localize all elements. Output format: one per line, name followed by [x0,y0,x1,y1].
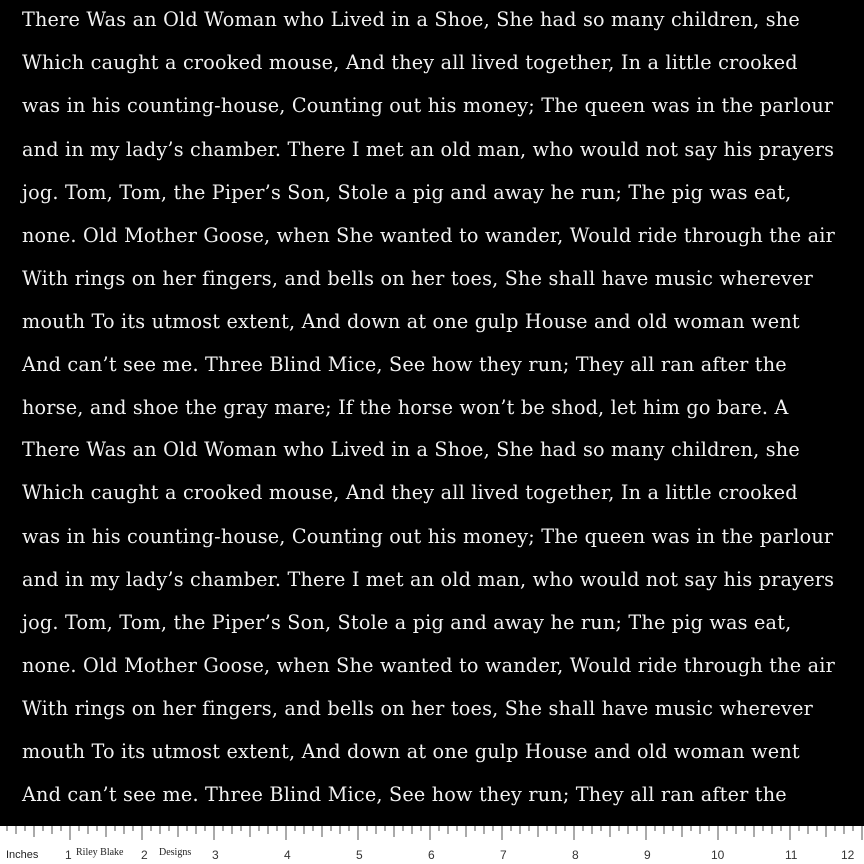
ruler-number: 5 [356,848,363,862]
ruler-number: 7 [500,848,507,862]
text-line: jog. Tom, Tom, the Piper’s Son, Stole a pig and away he run; The pig was eat, [22,181,792,204]
ruler-brand-name: Riley Blake [76,847,124,858]
text-line: mouth To its utmost extent, And down at one gulp House and old woman went [22,310,800,333]
text-line: and in my lady’s chamber. There I met an old man, who would not say his prayers [22,568,835,591]
text-line: none. Old Mother Goose, when She wanted to wander, Would ride through the air [22,224,835,247]
ruler-number: 12 [841,848,855,862]
ruler-number: 8 [572,848,579,862]
text-line: horse, and shoe the gray mare; If the horse won’t be shod, let him go bare. A [22,396,789,419]
text-line: none. Old Mother Goose, when She wanted to wander, Would ride through the air [22,654,835,677]
inch-ruler [0,826,864,864]
text-line: Which caught a crooked mouse, And they all lived together, In a little crooked [22,481,798,504]
ruler-number: 1 [65,848,72,862]
text-line: With rings on her fingers, and bells on her toes, She shall have music wherever [22,267,813,290]
ruler-number: 11 [785,848,798,862]
text-line: mouth To its utmost extent, And down at one gulp House and old woman went [22,740,800,763]
ruler-number: 3 [212,848,219,862]
text-line: Which caught a crooked mouse, And they all lived together, In a little crooked [22,51,798,74]
text-line: With rings on her fingers, and bells on her toes, She shall have music wherever [22,697,813,720]
ruler-number: 6 [428,848,435,862]
text-line: and in my lady’s chamber. There I met an old man, who would not say his prayers [22,138,835,161]
text-line: There Was an Old Woman who Lived in a Shoe, She had so many children, she [22,8,800,31]
ruler-number: 10 [711,848,725,862]
text-line: And can’t see me. Three Blind Mice, See how they run; They all ran after the [22,783,787,806]
text-line: was in his counting-house, Counting out his money; The queen was in the parlour [22,525,834,548]
text-line: And can’t see me. Three Blind Mice, See how they run; They all ran after the [22,353,787,376]
ruler-brand-designs: Designs [159,847,192,858]
ruler-number: 9 [644,848,651,862]
text-line: was in his counting-house, Counting out his money; The queen was in the parlour [22,94,834,117]
ruler-number: 4 [284,848,291,862]
text-line: jog. Tom, Tom, the Piper’s Son, Stole a pig and away he run; The pig was eat, [22,611,792,634]
ruler-unit-label: Inches [6,849,39,861]
text-line: There Was an Old Woman who Lived in a Shoe, She had so many children, she [22,438,800,461]
ruler-number: 2 [141,848,148,862]
